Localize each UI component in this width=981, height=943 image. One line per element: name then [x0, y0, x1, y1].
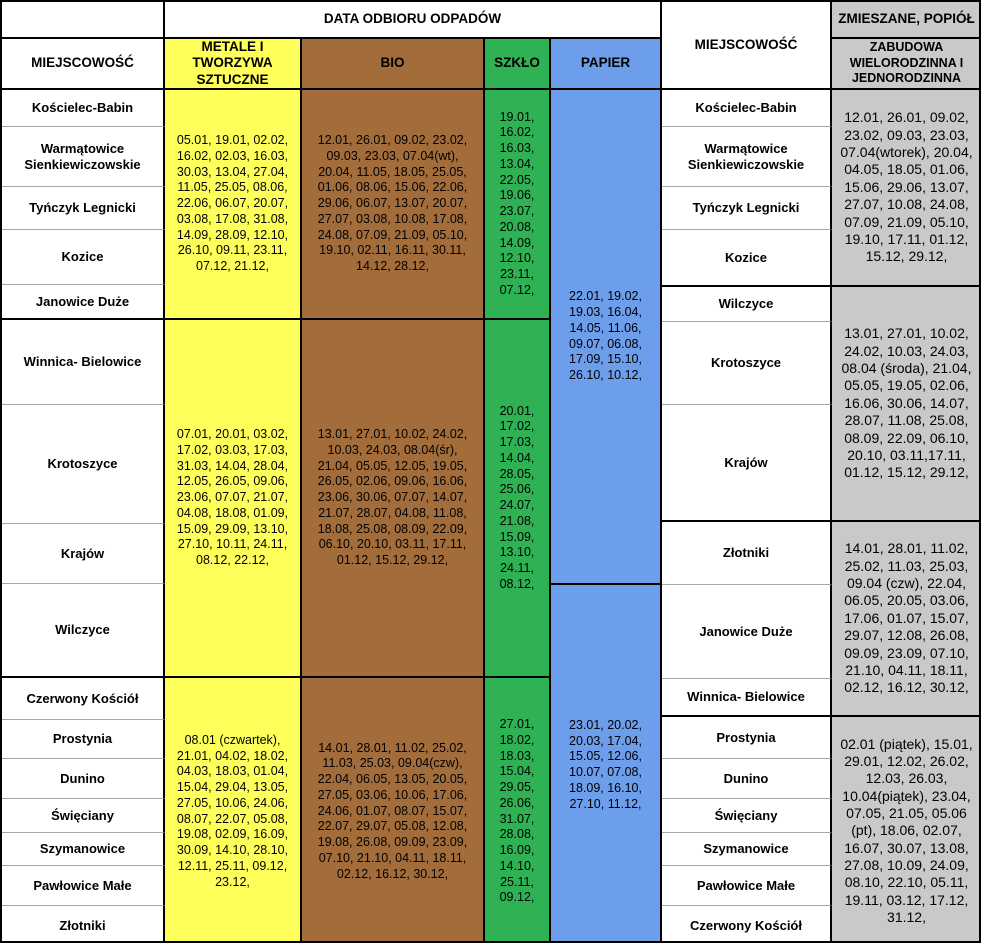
header-data-odbioru: DATA ODBIORU ODPADÓW	[165, 2, 662, 39]
town-cell: Święciany	[662, 799, 832, 833]
town-cell: Czerwony Kościół	[2, 678, 165, 720]
header-zabudowa: ZABUDOWA WIELORODZINNA I JEDNORODZINNA	[832, 39, 981, 90]
town-cell: Prostynia	[662, 717, 832, 759]
header-miejscowosc-left: MIEJSCOWOŚĆ	[2, 39, 165, 90]
town-cell: Winnica- Bielowice	[662, 679, 832, 717]
town-cell: Tyńczyk Legnicki	[2, 187, 165, 230]
schedule-block-metale: 08.01 (czwartek), 21.01, 04.02, 18.02, 04.03, 18.03, 01.04, 15.04, 29.04, 13.05, 27.05, 10.06, 24.06, 08.07, 22.07, 05.08, 19.08, 02.09, 16.09, 30.09, 14.10, 28.10, 12.11, 25.11, 09.12, 23.12,	[165, 678, 302, 943]
town-cell: Szymanowice	[662, 833, 832, 866]
header-szklo: SZKŁO	[485, 39, 551, 90]
schedule-block-metale: 05.01, 19.01, 02.02, 16.02, 02.03, 16.03, 30.03, 13.04, 27.04, 11.05, 25.05, 08.06, 22.06, 06.07, 20.07, 03.08, 17.08, 31.08, 14.09, 28.09, 12.10, 26.10, 09.11, 23.11, 07.12, 21.12,	[165, 90, 302, 320]
header-zmieszane-popiol: ZMIESZANE, POPIÓŁ	[832, 2, 981, 39]
town-cell: Janowice Duże	[662, 585, 832, 679]
town-cell: Kozice	[662, 230, 832, 287]
town-cell: Czerwony Kościół	[662, 906, 832, 943]
schedule-block-papier: 23.01, 20.02, 20.03, 17.04, 15.05, 12.06, 10.07, 07.08, 18.09, 16.10, 27.10, 11.12,	[551, 585, 662, 943]
schedule-block-zmieszane: 13.01, 27.01, 10.02, 24.02, 10.03, 24.03, 08.04 (środa), 21.04, 05.05, 19.05, 02.06, 16.06, 30.06, 14.07, 28.07, 11.08, 25.08, 08.09, 22.09, 06.10, 20.10, 03.11,17.11, 01.12, 15.12, 29.12,	[832, 287, 981, 522]
town-cell: Krotoszyce	[662, 322, 832, 405]
schedule-block-bio: 13.01, 27.01, 10.02, 24.02, 10.03, 24.03, 08.04(śr), 21.04, 05.05, 12.05, 19.05, 26.05, 02.06, 09.06, 16.06, 23.06, 30.06, 07.07, 14.07, 21.07, 28.07, 04.08, 11.08, 18.08, 25.08, 08.09, 22.09, 06.10, 20.10, 03.11, 17.11, 01.12, 15.12, 29.12,	[302, 320, 485, 678]
town-cell: Kościelec-Babin	[2, 90, 165, 127]
town-cell: Warmątowice Sienkiewiczowskie	[662, 127, 832, 187]
header-papier: PAPIER	[551, 39, 662, 90]
town-cell: Tyńczyk Legnicki	[662, 187, 832, 230]
schedule-block-bio: 12.01, 26.01, 09.02, 23.02, 09.03, 23.03, 07.04(wt), 20.04, 11.05, 18.05, 25.05, 01.06, 08.06, 15.06, 22.06, 29.06, 06.07, 13.07, 20.07, 27.07, 03.08, 10.08, 17.08, 24.08, 07.09, 21.09, 05.10, 19.10, 02.11, 16.11, 30.11, 14.12, 28.12,	[302, 90, 485, 320]
town-cell: Janowice Duże	[2, 285, 165, 320]
corner-empty-cell	[2, 2, 165, 39]
schedule-block-szklo: 27.01, 18.02, 18.03, 15.04, 29.05, 26.06, 31.07, 28.08, 16.09, 14.10, 25.11, 09.12,	[485, 678, 551, 943]
town-cell: Dunino	[2, 759, 165, 799]
town-cell: Krotoszyce	[2, 405, 165, 524]
header-bio: BIO	[302, 39, 485, 90]
town-cell: Winnica- Bielowice	[2, 320, 165, 405]
schedule-block-bio: 14.01, 28.01, 11.02, 25.02, 11.03, 25.03, 09.04(czw), 22.04, 06.05, 13.05, 20.05, 27.05, 03.06, 10.06, 17.06, 24.06, 01.07, 08.07, 15.07, 22.07, 29.07, 05.08, 12.08, 19.08, 26.08, 09.09, 23.09, 07.10, 21.10, 04.11, 18.11, 02.12, 16.12, 30.12,	[302, 678, 485, 943]
town-cell: Złotniki	[662, 522, 832, 585]
schedule-block-szklo: 20.01, 17.02, 17.03, 14.04, 28.05, 25.06, 24.07, 21.08, 15.09, 13.10, 24.11, 08.12,	[485, 320, 551, 678]
town-cell: Krajów	[2, 524, 165, 584]
town-cell: Krajów	[662, 405, 832, 522]
schedule-block-metale: 07.01, 20.01, 03.02, 17.02, 03.03, 17.03, 31.03, 14.04, 28.04, 12.05, 26.05, 09.06, 23.06, 07.07, 21.07, 04.08, 18.08, 01.09, 15.09, 29.09, 13.10, 27.10, 10.11, 24.11, 08.12, 22.12,	[165, 320, 302, 678]
town-cell: Kozice	[2, 230, 165, 285]
town-cell: Święciany	[2, 799, 165, 833]
town-cell: Szymanowice	[2, 833, 165, 866]
town-cell: Wilczyce	[662, 287, 832, 322]
schedule-block-zmieszane: 14.01, 28.01, 11.02, 25.02, 11.03, 25.03, 09.04 (czw), 22.04, 06.05, 20.05, 03.06, 17.06, 01.07, 15.07, 29.07, 12.08, 26.08, 09.09, 23.09, 07.10, 21.10, 04.11, 18.11, 02.12, 16.12, 30.12,	[832, 522, 981, 717]
town-cell: Pawłowice Małe	[2, 866, 165, 906]
header-metale-tworzywa: METALE I TWORZYWA SZTUCZNE	[165, 39, 302, 90]
town-cell: Wilczyce	[2, 584, 165, 678]
schedule-block-zmieszane: 02.01 (piątek), 15.01, 29.01, 12.02, 26.02, 12.03, 26.03, 10.04(piątek), 23.04, 07.05, 21.05, 05.06 (pt), 18.06, 02.07, 16.07, 30.07, 13.08, 27.08, 10.09, 24.09, 08.10, 22.10, 05.11, 19.11, 03.12, 17.12, 31.12,	[832, 717, 981, 943]
schedule-block-szklo: 19.01, 16.02, 16.03, 13.04, 22.05, 19.06, 23.07, 20.08, 14.09, 12.10, 23.11, 07.12,	[485, 90, 551, 320]
schedule-block-zmieszane: 12.01, 26.01, 09.02, 23.02, 09.03, 23.03, 07.04(wtorek), 20.04, 04.05, 18.05, 01.06, 15.06, 29.06, 13.07, 27.07, 10.08, 24.08, 07.09, 21.09, 05.10, 19.10, 17.11, 01.12, 15.12, 29.12,	[832, 90, 981, 287]
town-cell: Kościelec-Babin	[662, 90, 832, 127]
schedule-block-papier: 22.01, 19.02, 19.03, 16.04, 14.05, 11.06, 09.07, 06.08, 17.09, 15.10, 26.10, 10.12,	[551, 90, 662, 585]
town-cell: Pawłowice Małe	[662, 866, 832, 906]
town-cell: Warmątowice Sienkiewiczowskie	[2, 127, 165, 187]
town-cell: Złotniki	[2, 906, 165, 943]
header-miejscowosc-right: MIEJSCOWOŚĆ	[662, 2, 832, 90]
town-cell: Dunino	[662, 759, 832, 799]
town-cell: Prostynia	[2, 720, 165, 759]
